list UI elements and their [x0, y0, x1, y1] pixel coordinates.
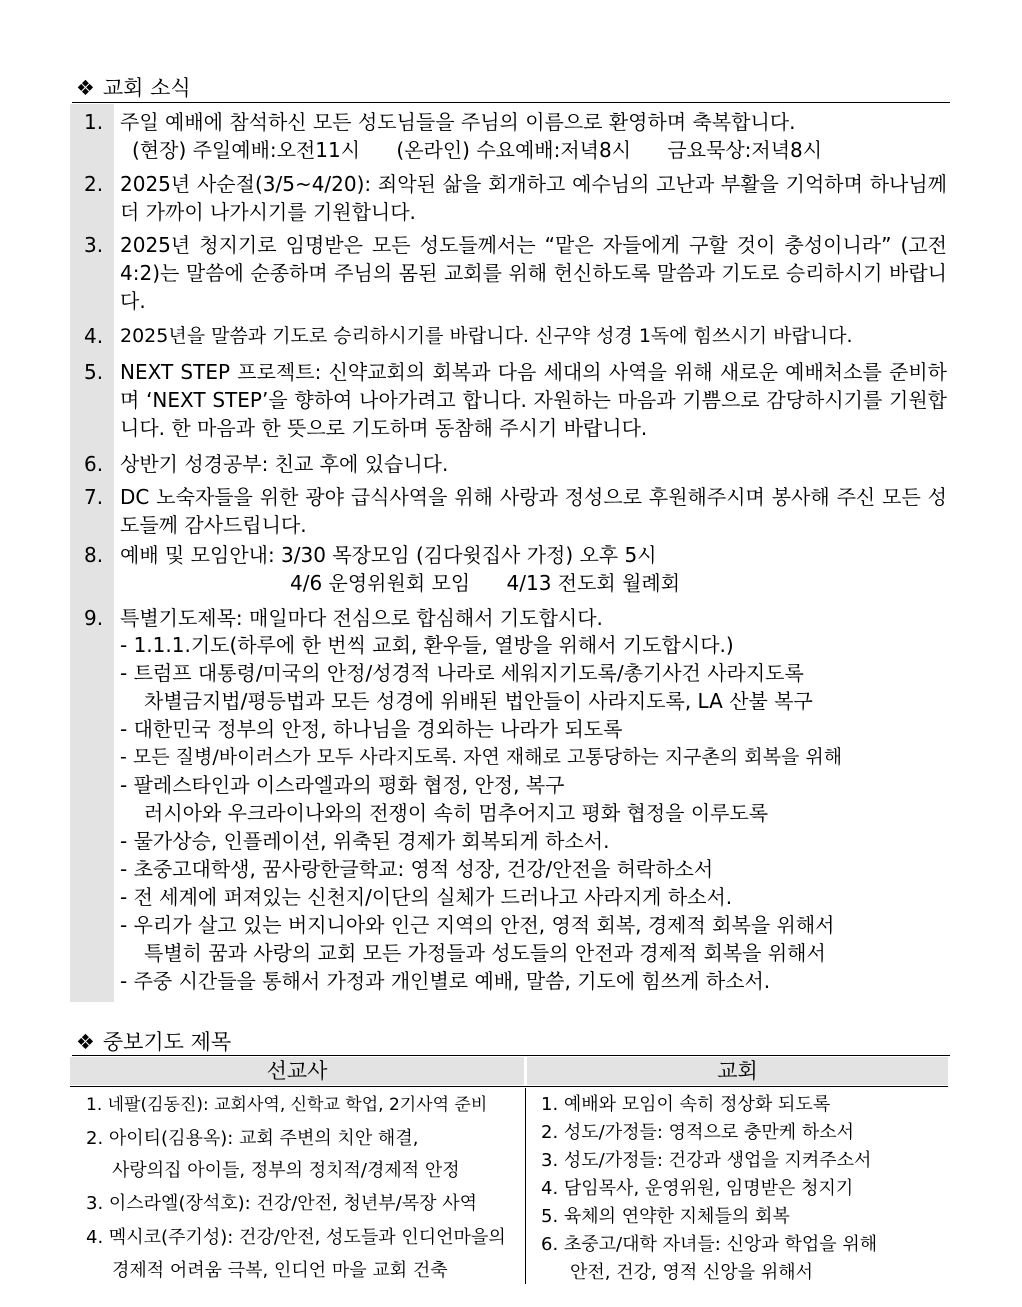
prayer-line: - 전 세계에 퍼져있는 신천지/이단의 실체가 드러나고 사라지게 하소서. — [120, 885, 733, 909]
prayer-line: - 트럼프 대통령/미국의 안정/성경적 나라로 세워지기도록/총기사건 사라지도록 — [120, 661, 804, 685]
missionary-item: 경제적 어려움 극복, 인디언 마을 교회 건축 — [112, 1260, 448, 1281]
worship-schedule: (현장) 주일예배:오전11시 (온라인) 수요예배:저녁8시 금요묵상:저녁8시 — [132, 138, 823, 162]
news-title-rule — [72, 102, 950, 103]
prayer-line: - 대한민국 정부의 안정, 하나님을 경외하는 나라가 되도록 — [120, 717, 623, 741]
header-rule — [70, 1086, 948, 1087]
missionary-item: 1. 네팔(김동진): 교회사역, 신학교 학업, 2기사역 준비 — [86, 1095, 488, 1115]
church-item: 안전, 건강, 영적 신앙을 위해서 — [570, 1262, 813, 1283]
church-item: 2. 성도/가정들: 영적으로 충만케 하소서 — [541, 1122, 855, 1143]
news-item-5: 5. NEXT STEP 프로젝트: 신약교회의 회복과 다음 세대의 사역을 위해 새로운 예배처소를 준비하며 ‘NEXT STEP’을 향하여 나아가려고 합니다. 자원하는 마음과 기쁨으로 감당하시기를 기원합니다. 한 마음과 한 뜻으로 기도하며 동참해 주시기 바랍니다. — [84, 360, 947, 440]
church-item: 5. 육체의 연약한 지체들의 회복 — [541, 1206, 790, 1227]
prayer-line: - 팔레스타인과 이스라엘과의 평화 협정, 안정, 복구 — [120, 773, 565, 797]
prayer-line: - 우리가 살고 있는 버지니아와 인근 지역의 안전, 영적 회복, 경제적 회복을 위해서 — [120, 913, 835, 937]
news-item-8: 8. 예배 및 모임안내: 3/30 목장모임 (김다윗집사 가정) 오후 5시 4/6 운영위원회 모임 4/13 전도회 월례회 — [70, 541, 947, 597]
church-item: 4. 담임목사, 운영위원, 임명받은 청지기 — [541, 1178, 854, 1199]
prayer-line: - 주중 시간들을 통해서 가정과 개인별로 예배, 말씀, 기도에 힘쓰게 하소서. — [120, 969, 771, 993]
diamond-bullet-icon: ❖ — [76, 76, 95, 100]
meeting-schedule: 4/6 운영위원회 모임 4/13 전도회 월례회 — [290, 571, 681, 595]
prayer-line: 특별히 꿈과 사랑의 교회 모든 가정들과 성도들의 안전과 경제적 회복을 위해서 — [144, 941, 826, 965]
church-item: 3. 성도/가정들: 건강과 생업을 지켜주소서 — [541, 1150, 872, 1171]
column-divider — [525, 1088, 526, 1284]
church-item: 6. 초중고/대학 자녀들: 신앙과 학업을 위해 — [541, 1234, 878, 1255]
missionary-item: 4. 멕시코(주기성): 건강/안전, 성도들과 인디언마을의 — [86, 1227, 506, 1248]
news-item-7: 7. DC 노숙자들을 위한 광야 급식사역을 위해 사랑과 정성으로 후원해주시며 봉사해 주신 모든 성도들께 감사드립니다. — [84, 485, 947, 537]
prayer-line: 차별금지법/평등법과 모든 성경에 위배된 법안들이 사라지도록, LA 산불 복구 — [144, 689, 813, 713]
prayer-line: 러시아와 우크라이나와의 전쟁이 속히 멈추어지고 평화 협정을 이루도록 — [144, 801, 769, 825]
intercession-section-title: ❖ 중보기도 제목 — [76, 1030, 232, 1054]
news-item-4: 4. 2025년을 말씀과 기도로 승리하시기를 바랍니다. 신구약 성경 1독에 힘쓰시기 바랍니다. — [84, 324, 853, 348]
news-item-2: 2. 2025년 사순절(3/5~4/20): 죄악된 삶을 회개하고 예수님의 고난과 부활을 기억하며 하나님께 더 가까이 나가시기를 기원합니다. — [84, 172, 947, 224]
diamond-bullet-icon: ❖ — [76, 1030, 95, 1054]
prayer-line: - 초중고대학생, 꿈사랑한글학교: 영적 성장, 건강/안전을 허락하소서 — [120, 857, 714, 881]
missionary-item: 2. 아이티(김용옥): 교회 주변의 치안 해결, — [86, 1128, 419, 1149]
news-item-3: 3. 2025년 청지기로 임명받은 모든 성도들께서는 “맡은 자들에게 구할 것이 충성이니라” (고전4:2)는 말씀에 순종하며 주님의 몸된 교회를 위해 헌신하도록 말씀과 기도로 승리하시기 바랍니다. — [84, 233, 947, 313]
missionary-header: 선교사 — [70, 1057, 524, 1085]
news-item-9: 9. 특별기도제목: 매일마다 전심으로 합심해서 기도합시다. — [84, 606, 603, 630]
missionary-item: 사랑의집 아이들, 정부의 정치적/경제적 안정 — [112, 1160, 460, 1181]
prayer-line: - 1.1.1.기도(하루에 한 번씩 교회, 환우들, 열방을 위해서 기도합시다.) — [120, 633, 734, 657]
church-header: 교회 — [527, 1057, 948, 1085]
church-item: 1. 예배와 모임이 속히 정상화 되도록 — [541, 1094, 831, 1115]
news-item-1: 1. 주일 예배에 참석하신 모든 성도님들을 주님의 이름으로 환영하며 축복합니다. (현장) 주일예배:오전11시 (온라인) 수요예배:저녁8시 금요묵상:저녁8시 — [70, 108, 947, 164]
prayer-line: - 모든 질병/바이러스가 모두 사라지도록. 자연 재해로 고통당하는 지구촌의 회복을 위해 — [120, 746, 843, 768]
intercession-title-rule — [72, 1055, 950, 1056]
missionary-item: 3. 이스라엘(장석호): 건강/안전, 청년부/목장 사역 — [86, 1193, 478, 1214]
news-section-title: ❖ 교회 소식 — [76, 76, 191, 100]
prayer-line: - 물가상승, 인플레이션, 위축된 경제가 회복되게 하소서. — [120, 829, 610, 853]
news-item-6: 6. 상반기 성경공부: 친교 후에 있습니다. — [84, 452, 449, 476]
